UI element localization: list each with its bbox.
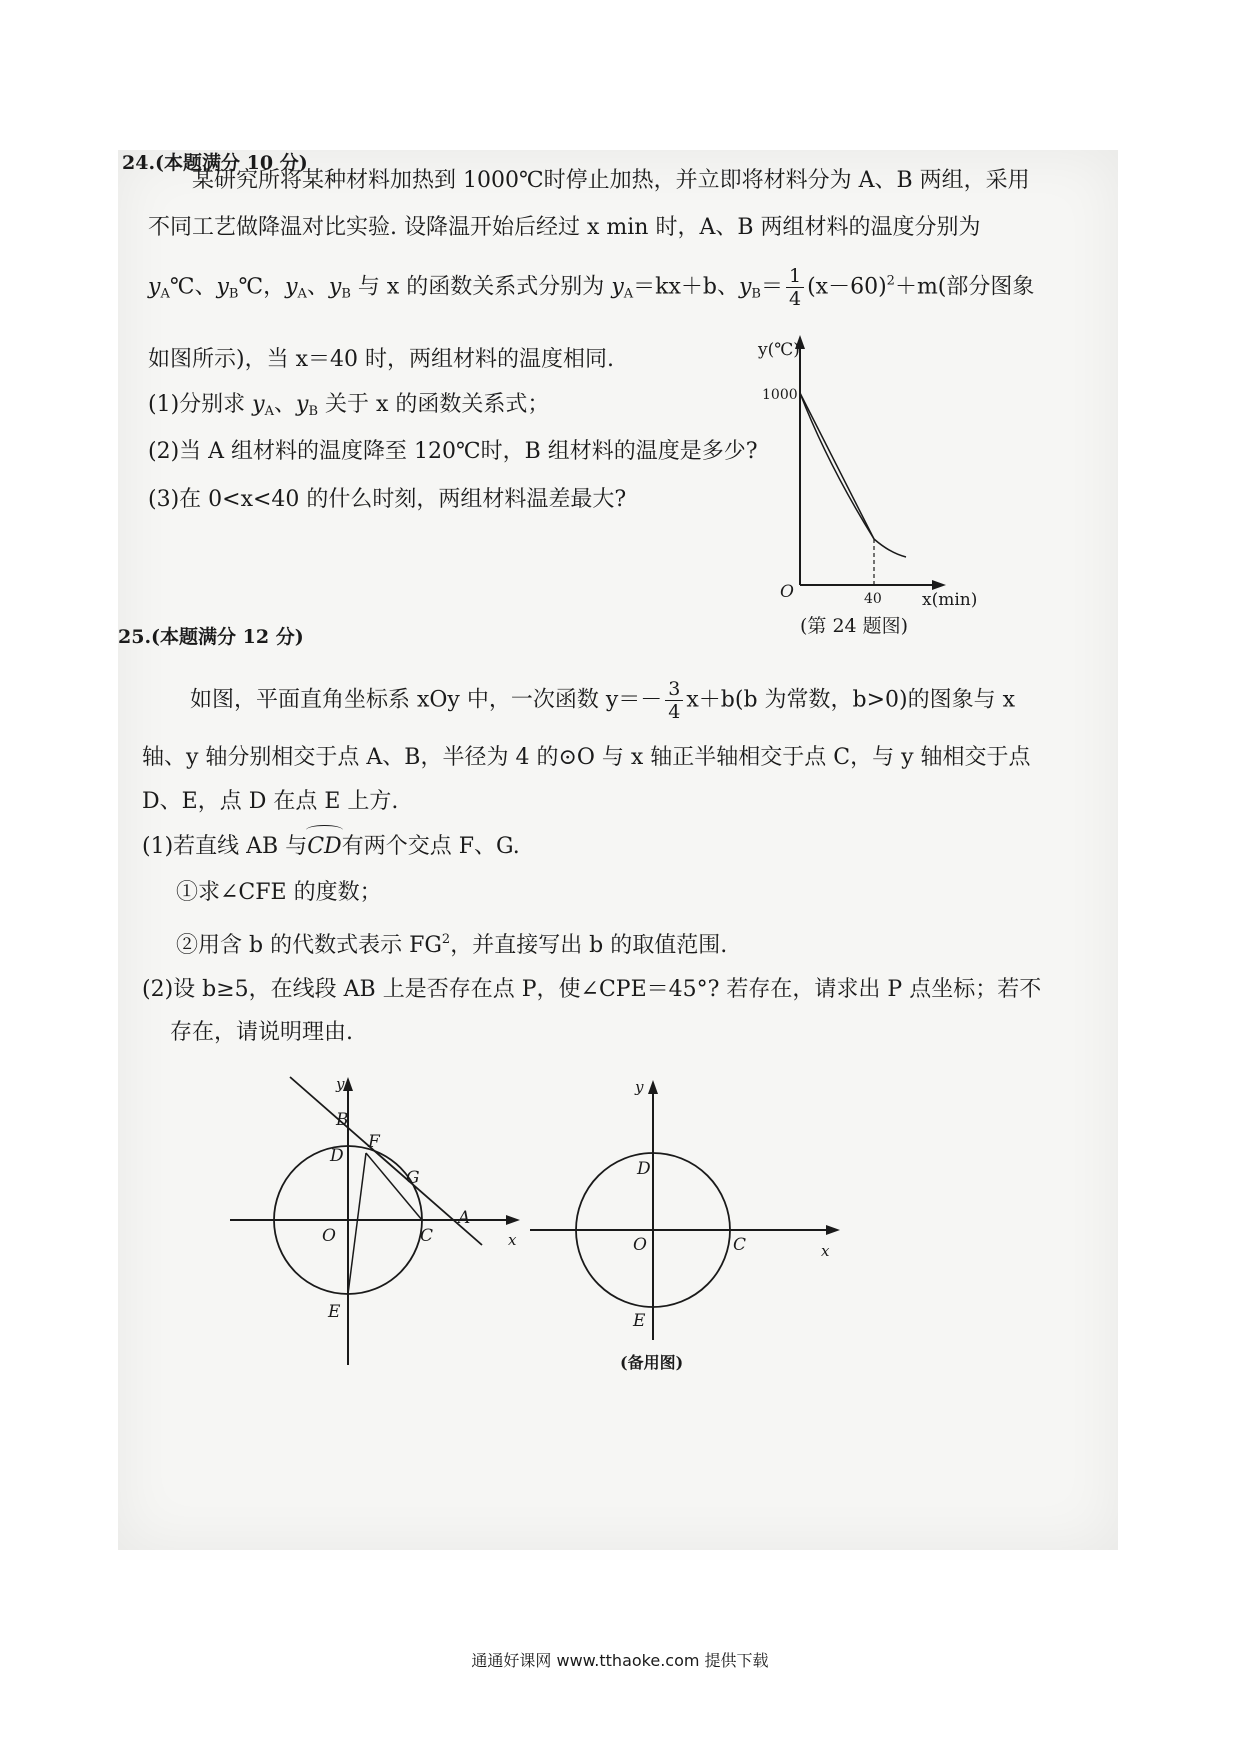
q24-ya2-sub: A xyxy=(297,286,307,302)
q25-fig2-caption: (备用图) xyxy=(620,1353,684,1372)
q25-frac-num: 3 xyxy=(665,678,683,701)
q24-part-3: (3)在 0<x<40 的什么时刻，两组材料温差最大? xyxy=(148,487,627,512)
q25-fig1-label-c: C xyxy=(420,1226,434,1246)
q25-p1-a: (1)若直线 AB 与 xyxy=(142,834,308,859)
q25-figure-backup xyxy=(525,1070,870,1380)
q24-l3-o: ＝kx＋b、 xyxy=(633,274,739,300)
q25-header: 25.(本题满分 12 分) xyxy=(118,626,304,648)
q24-line-1: 某研究所将某种材料加热到 1000℃时停止加热，并立即将材料分为 A、B 两组，采用 xyxy=(192,168,1030,193)
q24-frac-den: 4 xyxy=(788,288,802,310)
q24-l3-s: (x－60) xyxy=(807,274,887,300)
q25-fig2-label-x: x xyxy=(821,1242,830,1260)
q24-y-tick: 1000 xyxy=(762,387,798,403)
q24-yb2-var: y xyxy=(328,274,342,300)
q25-p1-b: 有两个交点 F、G. xyxy=(341,834,520,859)
q24-l3-u: ＋m(部分图象 xyxy=(894,274,1035,300)
page-footer: 通通好课网 www.tthaoke.com 提供下载 xyxy=(471,1651,769,1670)
q24-ya-sub: A xyxy=(160,286,170,302)
q24-y-label: y(℃) xyxy=(758,340,800,360)
q24-line-3 xyxy=(148,265,1034,310)
q24-yb-var: y xyxy=(216,274,229,300)
q25-arc-cd: CD xyxy=(307,832,341,862)
q24-l3-f: ℃， xyxy=(238,274,286,300)
q25-l1-b: x＋b(b 为常数，b>0)的图象与 x xyxy=(686,687,1016,713)
q25-fig2-label-d: D xyxy=(637,1159,651,1179)
q25-figure-main xyxy=(220,1065,540,1375)
q24-p1-g: 关于 x 的函数关系式； xyxy=(318,392,550,417)
q25-fig2-x-arrow-icon xyxy=(826,1225,840,1235)
q24-l3-l: 与 x 的函数关系式分别为 xyxy=(350,274,612,300)
q25-line-3: D、E，点 D 在点 E 上方. xyxy=(142,789,399,814)
q25-fig1-x-arrow-icon xyxy=(506,1215,520,1225)
q25-sub-1: ①求∠CFE 的度数； xyxy=(176,880,382,905)
q25-fig1-label-o: O xyxy=(322,1226,336,1246)
q25-sub-2 xyxy=(176,925,727,961)
q24-x-arrow-icon xyxy=(932,580,946,590)
q24-yb-sub: B xyxy=(228,286,239,302)
q25-fig1-label-d: D xyxy=(330,1146,344,1166)
q24-line-a xyxy=(800,393,874,539)
q25-fig1-label-e: E xyxy=(328,1302,341,1322)
q24-origin: O xyxy=(780,582,794,602)
q24-p1-ya-sub: A xyxy=(264,404,274,419)
q25-fig1-label-x: x xyxy=(508,1231,517,1249)
q24-curve-b xyxy=(800,393,906,557)
q24-frac-num: 1 xyxy=(786,265,804,288)
q25-fig1-y-arrow-icon xyxy=(343,1077,353,1091)
q25-frac-den: 4 xyxy=(668,701,681,723)
q24-p1-a: (1)分别求 xyxy=(148,392,253,417)
q24-caption: (第 24 题图) xyxy=(800,615,909,637)
q25-fig1-label-a: A xyxy=(458,1208,471,1228)
q24-yb3-sub: B xyxy=(751,286,761,302)
q25-line-1 xyxy=(190,678,1015,723)
q24-yb2-sub: B xyxy=(341,286,351,302)
q25-part-1 xyxy=(142,832,520,862)
q24-header: 24.(本题满分 10 分) xyxy=(122,152,308,174)
q24-x-label: x(min) xyxy=(922,590,978,610)
q25-sub2-square: 2 xyxy=(441,932,451,947)
q24-l3-c: ℃、 xyxy=(169,274,217,300)
q24-line-4: 如图所示)，当 x＝40 时，两组材料的温度相同. xyxy=(148,347,614,372)
q25-l1-a: 如图，平面直角坐标系 xOy 中，一次函数 y＝－ xyxy=(190,687,663,713)
q24-l3-i: 、 xyxy=(306,274,329,300)
q25-fig1-label-g: G xyxy=(406,1168,420,1188)
q24-ya3-var: y xyxy=(611,274,624,300)
q24-ya3-sub: A xyxy=(623,286,634,302)
q25-sub2-a: ②用含 b 的代数式表示 FG xyxy=(176,933,442,958)
q24-x-tick: 40 xyxy=(864,591,882,607)
q24-yb3-var: y xyxy=(738,274,752,300)
q25-fig1-label-y: y xyxy=(336,1075,345,1093)
q24-line-2: 不同工艺做降温对比实验. 设降温开始后经过 x min 时，A、B 两组材料的温度分别为 xyxy=(148,215,981,240)
q25-fraction xyxy=(665,678,683,723)
q25-sub2-b: ，并直接写出 b 的取值范围. xyxy=(450,933,728,958)
q24-p1-d: 、 xyxy=(274,392,297,417)
q25-fig1-label-f: F xyxy=(368,1132,380,1152)
q25-fig1-label-b: B xyxy=(336,1110,349,1130)
q24-part-1 xyxy=(148,390,549,427)
q25-line-2: 轴、y 轴分别相交于点 A、B，半径为 4 的⊙O 与 x 轴正半轴相交于点 C，与 y 轴相交于点 xyxy=(142,745,1031,770)
q24-l3-square: 2 xyxy=(886,273,895,289)
q24-ya2-var: y xyxy=(285,274,298,300)
q24-p1-yb: y xyxy=(296,392,309,417)
q25-part-2-line-2: 存在，请说明理由. xyxy=(170,1020,353,1045)
q24-l3-r: ＝ xyxy=(760,274,783,300)
q24-p1-ya: y xyxy=(252,392,265,417)
q24-fraction xyxy=(786,265,804,310)
q25-part-2-line-1: (2)设 b≥5，在线段 AB 上是否存在点 P，使∠CPE＝45°? 若存在，请求出 P 点坐标；若不 xyxy=(142,977,1042,1002)
q25-fig2-label-o: O xyxy=(633,1235,647,1255)
q24-p1-yb-sub: B xyxy=(308,404,319,419)
q25-fig2-label-c: C xyxy=(733,1235,747,1255)
q24-ya-var: y xyxy=(148,274,161,300)
q25-fig2-label-y: y xyxy=(635,1078,644,1096)
q25-fig2-label-e: E xyxy=(633,1311,646,1331)
q25-fig1-line-ef xyxy=(348,1153,366,1294)
q25-fig2-y-arrow-icon xyxy=(648,1080,658,1094)
q24-figure xyxy=(740,325,1000,645)
q24-part-2: (2)当 A 组材料的温度降至 120℃时，B 组材料的温度是多少? xyxy=(148,439,758,464)
